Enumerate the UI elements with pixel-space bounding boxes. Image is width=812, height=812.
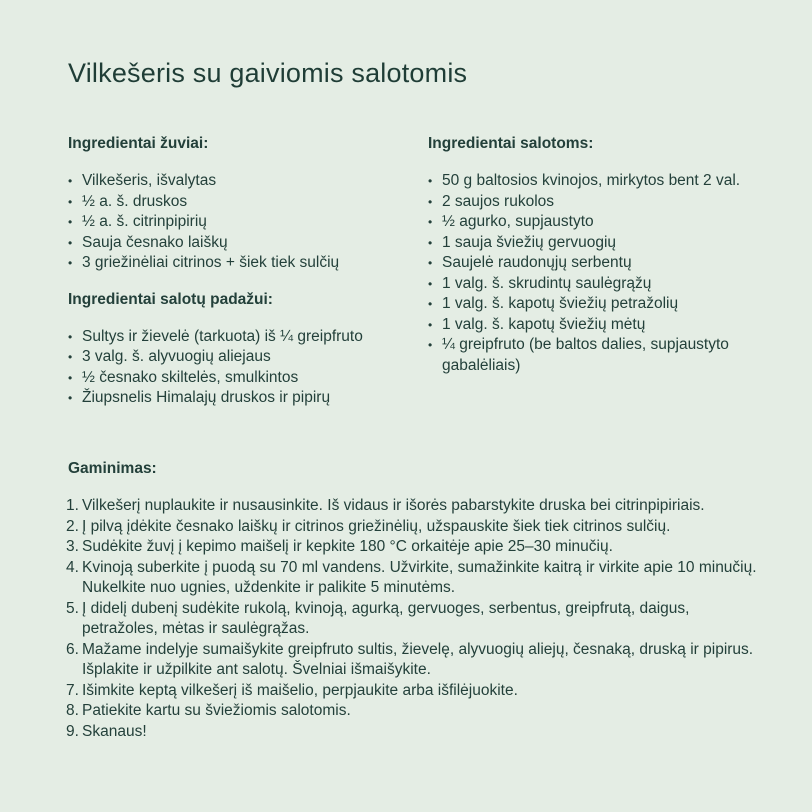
fish-ingredients-list — [68, 171, 413, 274]
bullet-icon: • — [428, 317, 433, 332]
list-item: • Saujelė raudonųjų serbentų — [428, 253, 758, 274]
preparation-steps — [68, 496, 768, 742]
list-item: • Vilkešeris, išvalytas — [68, 171, 413, 192]
list-item: • 1 valg. š. skrudintų saulėgrąžų — [428, 274, 758, 295]
list-item: • 1 valg. š. kapotų šviežių mėtų — [428, 315, 758, 336]
left-column — [68, 134, 413, 409]
bullet-icon: • — [428, 174, 433, 188]
list-item: • 2 saujos rukolos — [428, 192, 758, 213]
step-item — [68, 640, 768, 681]
list-item: • ½ a. š. citrinpipirių — [68, 212, 413, 233]
step-text: Mažame indelyje sumaišykite greipfruto sultis, žievelę, alyvuogių aliejų, česnaką, druską ir pipirus. Išplakite ir užpilkite ant salotų. Švelniai išmaišykite. — [82, 640, 754, 678]
step-number: 1. — [66, 497, 79, 514]
bullet-icon: • — [68, 256, 73, 270]
bullet-icon: • — [68, 215, 73, 229]
step-number: 2. — [66, 517, 79, 535]
list-item: • 3 valg. š. alyvuogių aliejaus — [68, 347, 413, 368]
bullet-icon: • — [68, 174, 73, 188]
bullet-icon: • — [68, 194, 73, 209]
step-item — [68, 537, 768, 558]
bullet-icon: • — [68, 235, 73, 250]
list-item: • 50 g baltosios kvinojos, mirkytos bent 2 val. — [428, 171, 758, 192]
step-text: Išimkite keptą vilkešerį iš maišelio, perpjaukite arba išfilėjuokite. — [82, 681, 518, 699]
list-item: • 3 griežinėliai citrinos + šiek tiek sulčių — [68, 253, 413, 274]
step-number: 8. — [66, 702, 79, 719]
right-column — [428, 134, 758, 376]
list-item: • Sultys ir žievelė (tarkuota) iš ¼ greipfruto — [68, 327, 413, 348]
dressing-ingredients-list — [68, 327, 413, 409]
recipe-title: Vilkešeris su gaiviomis salotomis — [68, 58, 468, 88]
list-item: • Žiupsnelis Himalajų druskos ir pipirų — [68, 388, 413, 409]
list-item: • 1 valg. š. kapotų šviežių petražolių — [428, 294, 758, 315]
list-item: • Sauja česnako laiškų — [68, 233, 413, 254]
bullet-icon: • — [68, 370, 73, 385]
preparation-heading: Gaminimas: — [68, 460, 157, 477]
step-text: Skanaus! — [82, 722, 147, 740]
fish-ingredients-heading: Ingredientai žuviai: — [68, 135, 209, 152]
bullet-icon: • — [428, 297, 433, 311]
step-item — [68, 722, 768, 743]
bullet-icon: • — [428, 235, 433, 250]
list-item: • ¼ greipfruto (be baltos dalies, supjaustyto gabalėliais) — [428, 336, 729, 374]
step-number: 9. — [66, 722, 79, 740]
bullet-icon: • — [428, 256, 433, 270]
bullet-icon: • — [68, 391, 73, 405]
step-text: Vilkešerį nuplaukite ir nusausinkite. Iš vidaus ir išorės pabarstykite druska bei citrinpipiriais. — [82, 497, 705, 514]
step-item — [68, 681, 768, 702]
step-text: Į pilvą įdėkite česnako laiškų ir citrinos griežinėlių, užspauskite šiek tiek citrinos sulčių. — [82, 517, 671, 535]
dressing-ingredients-heading: Ingredientai salotų padažui: — [68, 290, 273, 308]
step-item — [68, 517, 768, 538]
bullet-icon: • — [68, 329, 73, 344]
step-number: 7. — [66, 681, 79, 699]
bullet-icon: • — [428, 276, 433, 291]
list-item: • ½ česnako skiltelės, smulkintos — [68, 368, 413, 389]
step-text: Patiekite kartu su šviežiomis salotomis. — [82, 702, 351, 719]
list-item: • 1 sauja šviežių gervuogių — [428, 233, 758, 254]
salad-ingredients-heading: Ingredientai salotoms: — [428, 135, 594, 152]
step-number: 4. — [66, 558, 79, 576]
bullet-icon: • — [428, 338, 433, 352]
step-number: 3. — [66, 538, 79, 555]
step-item — [68, 599, 768, 640]
list-item: • ½ agurko, supjaustyto — [428, 212, 758, 233]
list-item: • ½ a. š. druskos — [68, 192, 413, 213]
salad-ingredients-list — [428, 171, 758, 376]
step-text: Kvinoją suberkite į puodą su 70 ml vandens. Užvirkite, sumažinkite kaitrą ir virkite apie 10 minučių. Nukelkite nuo ugnies, uždenkite ir palikite 5 minutėms. — [82, 558, 757, 596]
step-number: 5. — [66, 599, 79, 617]
step-text: Sudėkite žuvį į kepimo maišelį ir kepkite 180 °C orkaitėje apie 25–30 minučių. — [82, 538, 613, 555]
step-number: 6. — [66, 640, 79, 658]
bullet-icon: • — [68, 350, 73, 364]
preparation-section — [68, 459, 768, 742]
bullet-icon: • — [428, 215, 433, 229]
step-item — [68, 558, 768, 599]
step-item — [68, 496, 768, 517]
step-text: Į didelį dubenį sudėkite rukolą, kvinoją, agurką, gervuoges, serbentus, greipfrutą, daigus, petražoles, mėtas ir saulėgrąžas. — [82, 599, 690, 637]
step-item — [68, 701, 768, 722]
bullet-icon: • — [428, 194, 433, 209]
